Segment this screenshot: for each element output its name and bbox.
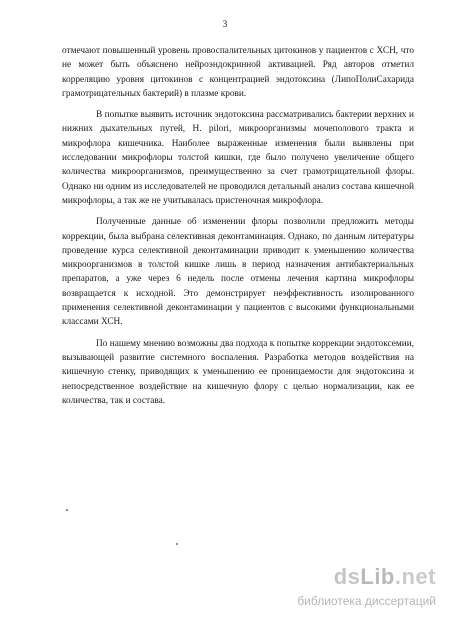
watermark bbox=[236, 564, 436, 616]
watermark-logo bbox=[334, 564, 436, 590]
paragraph-2: В попытке выявить источник эндотоксина рассматривались бактерии верхних и нижних дыхательных путей, H. pilori, микроорганизмы мочеполового тракта и микрофлора кишечника. Наиболее выраженные изменения были выявлены при исследовании микрофлоры толстой кишки, где было получено увеличение общего количества микроорганизмов, преимущественно за счет грамотрицательной флоры. Однако ни одним из исследователей не проводился детальный анализ состава кишечной микрофлоры, а так же не учитывалась пристеночная микрофлора. bbox=[62, 110, 414, 206]
scan-speck bbox=[176, 543, 178, 545]
paragraph-4: По нашему мнению возможны два подхода к попытке коррекции эндотоксемии, вызывающей развитие системного воспаления. Разработка методов воздействия на кишечную стенку, приводящих к уменьшению ее проницаемости для эндотоксина и непосредственное воздействие на кишечную флору с целью нормализации, как ее количества, так и состава. bbox=[62, 338, 414, 406]
watermark-logo-tld: .net bbox=[394, 564, 436, 589]
paragraph-3: Полученные данные об изменении флоры позволили предложить методы коррекции, была выбрана селективная деконтаминация. Однако, по данным литературы проведение курса селективной деконтаминации приводит к уменьшению количества микроорганизмов в толстой кишке лишь в период назначения антибактериальных препаратов, а уже через 6 недель после отмены лечения картина микрофлоры возвращается к исходной. Это демонстрирует неэффективность изолированного применения селективной деконтаминации у пациентов с высокими функциональными классами ХСН. bbox=[62, 217, 414, 328]
scan-speck bbox=[66, 509, 68, 511]
paragraph-1: отмечают повышенный уровень провоспалительных цитокинов у пациентов с ХСН, что не может быть объяснено нейроэндокринной активацией. Ряд авторов отметил корреляцию уровня цитокинов с концентрацией эндотоксина (ЛипоПолиСахарида грамотрицательных бактерий) в плазме крови. bbox=[62, 46, 414, 99]
watermark-logo-main: Lib bbox=[360, 564, 395, 589]
watermark-tagline: библиотека диссертаций bbox=[297, 594, 436, 608]
watermark-logo-prefix: ds bbox=[333, 564, 361, 589]
page-body bbox=[62, 44, 414, 408]
page-number: 3 bbox=[222, 20, 228, 30]
